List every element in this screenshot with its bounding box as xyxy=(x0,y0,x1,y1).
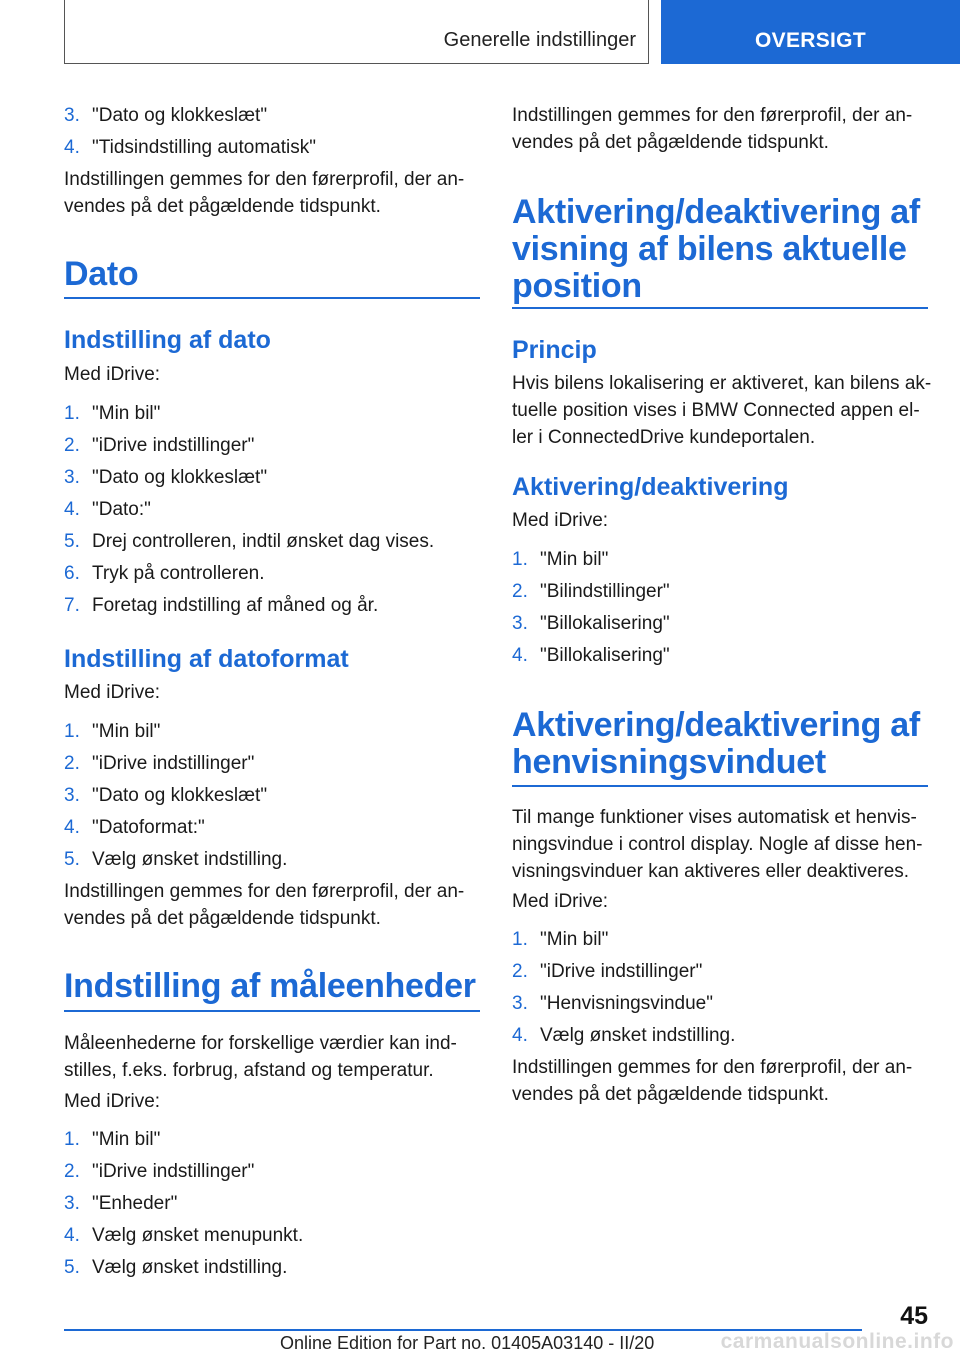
intro-text: Med iDrive: xyxy=(64,682,161,703)
paragraph-line: vendes på det pågældende tidspunkt. xyxy=(512,1084,829,1105)
heading-line: Aktivering/deaktivering af xyxy=(512,706,920,744)
paragraph-line: ler i ConnectedDrive kundeportalen. xyxy=(512,427,816,448)
list-number: 3. xyxy=(512,993,528,1014)
intro-text: Med iDrive: xyxy=(512,510,609,531)
intro-text: Med iDrive: xyxy=(64,1091,161,1112)
list-text: Vælg ønsket indstilling. xyxy=(92,1257,288,1278)
list-text: "Henvisningsvindue" xyxy=(540,993,713,1014)
paragraph xyxy=(64,878,480,932)
paragraph-line: Indstillingen gemmes for den førerprofil, der an- xyxy=(64,881,465,902)
paragraph xyxy=(512,102,928,156)
list-text: "Min bil" xyxy=(92,1129,161,1150)
list-number: 2. xyxy=(512,961,528,982)
list-text: "Dato:" xyxy=(92,499,151,520)
list-number: 2. xyxy=(512,581,528,602)
heading-henvisningsvinduet xyxy=(512,707,928,781)
paragraph xyxy=(64,1030,480,1084)
list-text: Tryk på controlleren. xyxy=(92,563,265,584)
paragraph-line: vendes på det pågældende tidspunkt. xyxy=(64,908,381,929)
list-text: Vælg ønsket indstilling. xyxy=(540,1025,736,1046)
list-number: 7. xyxy=(64,595,80,616)
list-text: "Billokalisering" xyxy=(540,645,670,666)
heading-line: position xyxy=(512,267,642,305)
list-number: 1. xyxy=(64,721,80,742)
list-text: "Dato og klokkeslæt" xyxy=(92,785,268,806)
heading-line: henvisningsvinduet xyxy=(512,743,826,781)
list-number: 2. xyxy=(64,753,80,774)
list-text: "Enheder" xyxy=(92,1193,178,1214)
list-number: 3. xyxy=(64,467,80,488)
list-text: "Datoformat:" xyxy=(92,817,205,838)
subheading-aktivering: Aktivering/deaktivering xyxy=(512,473,789,501)
list-number: 4. xyxy=(64,817,80,838)
list-number: 3. xyxy=(64,105,80,126)
heading-rule xyxy=(512,307,928,309)
paragraph xyxy=(64,166,480,220)
list-number: 6. xyxy=(64,563,80,584)
tab-oversigt-label: OVERSIGT xyxy=(755,29,866,52)
list-number: 1. xyxy=(512,929,528,950)
subheading-datoformat: Indstilling af datoformat xyxy=(64,645,349,673)
page-number: 45 xyxy=(900,1302,928,1330)
paragraph-line: vendes på det pågældende tidspunkt. xyxy=(64,196,381,217)
list-text: "iDrive indstillinger" xyxy=(92,435,255,456)
list-text: Vælg ønsket indstilling. xyxy=(92,849,288,870)
list-number: 2. xyxy=(64,435,80,456)
heading-line: Aktivering/deaktivering af xyxy=(512,193,920,231)
list-number: 1. xyxy=(512,549,528,570)
paragraph-line: stilles, f.eks. forbrug, afstand og temperatur. xyxy=(64,1060,434,1081)
subheading-princip: Princip xyxy=(512,336,597,364)
list-number: 5. xyxy=(64,531,80,552)
list-text: "Min bil" xyxy=(92,721,161,742)
header-section-title: Generelle indstillinger xyxy=(443,29,636,51)
list-text: "Billokalisering" xyxy=(540,613,670,634)
list-number: 4. xyxy=(512,1025,528,1046)
paragraph-line: Måleenhederne for forskellige værdier kan ind- xyxy=(64,1033,457,1054)
list-text: Vælg ønsket menupunkt. xyxy=(92,1225,304,1246)
list-number: 4. xyxy=(64,499,80,520)
list-number: 4. xyxy=(64,137,80,158)
heading-rule xyxy=(64,297,480,299)
paragraph-line: visningsvinduer kan aktiveres eller deaktiveres. xyxy=(512,861,910,882)
list-text: "iDrive indstillinger" xyxy=(92,1161,255,1182)
list-number: 2. xyxy=(64,1161,80,1182)
list-text: "Min bil" xyxy=(540,929,609,950)
heading-dato: Dato xyxy=(64,255,139,293)
heading-maaleenheder: Indstilling af måleenheder xyxy=(64,967,476,1005)
list-number: 3. xyxy=(512,613,528,634)
paragraph-line: vendes på det pågældende tidspunkt. xyxy=(512,132,829,153)
paragraph-line: Indstillingen gemmes for den førerprofil, der an- xyxy=(64,169,465,190)
header-section-box xyxy=(64,0,649,64)
paragraph xyxy=(512,804,928,885)
list-text: "Tidsindstilling automatisk" xyxy=(92,137,316,158)
paragraph-line: Hvis bilens lokalisering er aktiveret, kan bilens ak- xyxy=(512,373,932,394)
list-text: "Min bil" xyxy=(92,403,161,424)
list-number: 3. xyxy=(64,785,80,806)
watermark: carmanualsonline.info xyxy=(720,1330,954,1353)
heading-rule xyxy=(64,1010,480,1012)
list-text: "iDrive indstillinger" xyxy=(92,753,255,774)
tab-oversigt[interactable] xyxy=(661,0,960,64)
list-text: Foretag indstilling af måned og år. xyxy=(92,595,379,616)
heading-position xyxy=(512,194,928,305)
list-text: "Dato og klokkeslæt" xyxy=(92,467,268,488)
footer-edition-text: Online Edition for Part no. 01405A03140 - II/20 xyxy=(280,1333,655,1353)
intro-text: Med iDrive: xyxy=(64,364,161,385)
list-number: 1. xyxy=(64,1129,80,1150)
paragraph xyxy=(512,370,932,451)
subheading-indstilling-af-dato: Indstilling af dato xyxy=(64,326,271,354)
intro-text: Med iDrive: xyxy=(512,891,609,912)
paragraph-line: Til mange funktioner vises automatisk et henvis- xyxy=(512,807,917,828)
list-text: "Dato og klokkeslæt" xyxy=(92,105,268,126)
heading-line: visning af bilens aktuelle xyxy=(512,230,907,268)
list-number: 3. xyxy=(64,1193,80,1214)
paragraph-line: ningsvindue i control display. Nogle af disse hen- xyxy=(512,834,923,855)
list-text: "Bilindstillinger" xyxy=(540,581,670,602)
paragraph xyxy=(512,1054,928,1108)
list-number: 5. xyxy=(64,1257,80,1278)
list-number: 5. xyxy=(64,849,80,870)
list-text: "Min bil" xyxy=(540,549,609,570)
paragraph-line: Indstillingen gemmes for den førerprofil, der an- xyxy=(512,105,913,126)
paragraph-line: Indstillingen gemmes for den førerprofil, der an- xyxy=(512,1057,913,1078)
heading-rule xyxy=(512,785,928,787)
list-number: 1. xyxy=(64,403,80,424)
list-number: 4. xyxy=(512,645,528,666)
paragraph-line: tuelle position vises i BMW Connected appen el- xyxy=(512,400,920,421)
list-text: "iDrive indstillinger" xyxy=(540,961,703,982)
list-text: Drej controlleren, indtil ønsket dag vises. xyxy=(92,531,435,552)
list-number: 4. xyxy=(64,1225,80,1246)
